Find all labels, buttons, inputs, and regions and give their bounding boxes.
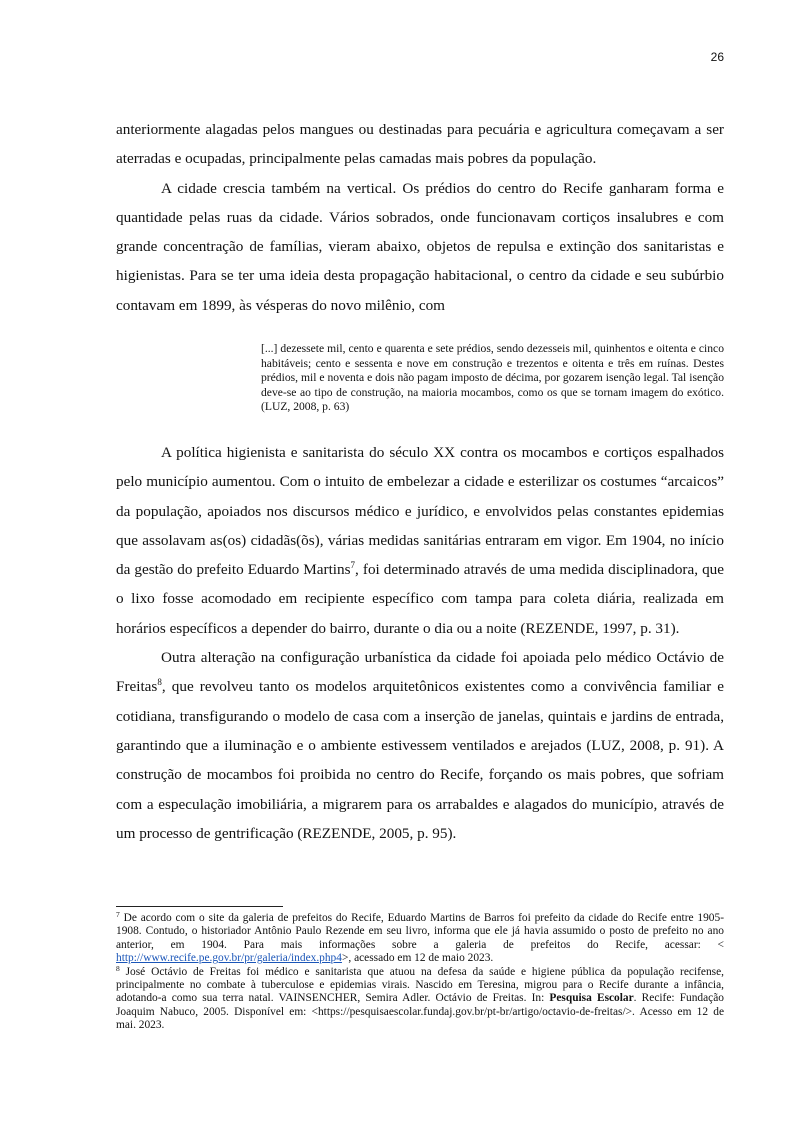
footnote-7 — [116, 912, 724, 966]
paragraph-continuation: anteriormente alagadas pelos mangues ou destinadas para pecuária e agricultura começavam a ser aterradas e ocupadas, principalmente pelas camadas mais pobres da população. — [116, 121, 724, 168]
paragraph-3-text-after: , foi determinado através de uma medida disciplinadora, que o lixo fosse acomodado em recipiente específico com tampa para coleta diária, realizada em horários específicos a depender do bairro, durante o dia ou a noite (REZENDE, 1997, p. 31). — [116, 561, 725, 637]
footnote-ref-7[interactable]: 7 — [350, 560, 356, 571]
paragraph-3-text-before: A política higienista e sanitarista do século XX contra os mocambos e cortiços espalhados pelo município aumentou. Com o intuito de embelezar a cidade e esterilizar os costumes “arcaicos” da população, apoiados nos discursos médico e jurídico, e envolvidos pelas constantes epidemias que assolavam as(os) cidadãs(õs), várias medidas sanitárias entraram em vigor. Em 1904, no início da gestão do prefeito Eduardo Martins — [116, 444, 724, 579]
paragraph-hygienist-policy — [116, 438, 724, 643]
footnote-8-number: 8 — [116, 963, 120, 973]
body-text-bottom — [116, 438, 724, 848]
paragraph-urban-change — [116, 643, 724, 848]
footnote-ref-8[interactable]: 8 — [157, 677, 162, 688]
paragraph-4-text-after: , que revolveu tanto os modelos arquitetônicos existentes como a convivência familiar e cotidiana, transfigurando o modelo de casa com a inserção de janelas, quintais e jardins de entrada, garantindo que a iluminação e o ambiente estivessem ventilados e arejados (LUZ, 2008, p. 91). A construção de mocambos foi proibida no centro do Recife, forçando os mais pobres, que sofriam com a especulação imobiliária, a migrarem para os arrabaldes e alagados do município, através de um processo de gentrificação (REZENDE, 2005, p. 95). — [116, 678, 724, 842]
paragraph-vertical-growth: A cidade crescia também na vertical. Os prédios do centro do Recife ganharam forma e quantidade pelas ruas da cidade. Vários sobrados, onde funcionavam cortiços insalubres e com grande concentração de famílias, vieram abaixo, objetos de repulsa e extinção dos sanitaristas e higienistas. Para se ter uma ideia desta propagação habitacional, o centro da cidade e seu subúrbio contavam em 1899, às vésperas do novo milênio, com — [116, 179, 724, 314]
footnote-8-text-after: . Recife: Fundação Joaquim Nabuco, 2005. Disponível em: <https://pesquisaescolar.fundaj.gov.br/pt-br/artigo/octavio-de-freitas/>. Acesso em 12 de mai. 2023. — [116, 992, 724, 1032]
body-text-top — [116, 115, 724, 320]
page-number: 26 — [710, 50, 724, 64]
paragraph-4-text-before: Outra alteração na configuração urbanística da cidade foi apoiada pelo médico Octávio de Freitas — [116, 649, 724, 696]
footnotes — [116, 912, 724, 1033]
footnote-8-bold-title: Pesquisa Escolar — [549, 992, 634, 1005]
footnote-separator — [116, 906, 283, 907]
footnote-7-text-after: >, acessado em 12 de maio 2023. — [341, 952, 494, 965]
footnote-7-text-before: De acordo com o site da galeria de prefeitos do Recife, Eduardo Martins de Barros foi prefeito da cidade do Recife entre 1905-1908. Contudo, o historiador Antônio Paulo Rezende em seu livro, informa que ele já havia assumido o posto de prefeito no ano anterior, em 1904. Para mais informações sobre a galeria de prefeitos do Recife, acessar: < — [116, 912, 724, 951]
footnote-8-text-before: José Octávio de Freitas foi médico e sanitarista que atuou na defesa da saúde e higiene pública da população recifense, principalmente no combate à tuberculose e epidemias virais. Nascido em Teresina, migrou para o Recife durante a infância, adotando-a como sua terra natal. VAINSENCHER, Semira Adler. Octávio de Freitas. In: — [116, 965, 724, 1005]
block-quote: [...] dezessete mil, cento e quarenta e sete prédios, sendo dezesseis mil, quinhentos e oitenta e cinco habitáveis; cento e sessenta e nove em construção e trezentos e oitenta e três em ruínas. Destes prédios, mil e noventa e dois não pagam imposto de décima, por gozarem isenção legal. Tal isenção deve-se ao tipo de construção, na maioria mocambos, como os que se tornam imagem do exótico. (LUZ, 2008, p. 63) — [261, 342, 724, 414]
footnote-8 — [116, 963, 724, 1033]
galeria-prefeitos-link[interactable]: http://www.recife.pe.gov.br/pr/galeria/index.php4 — [116, 952, 342, 965]
footnote-7-number: 7 — [116, 910, 120, 919]
